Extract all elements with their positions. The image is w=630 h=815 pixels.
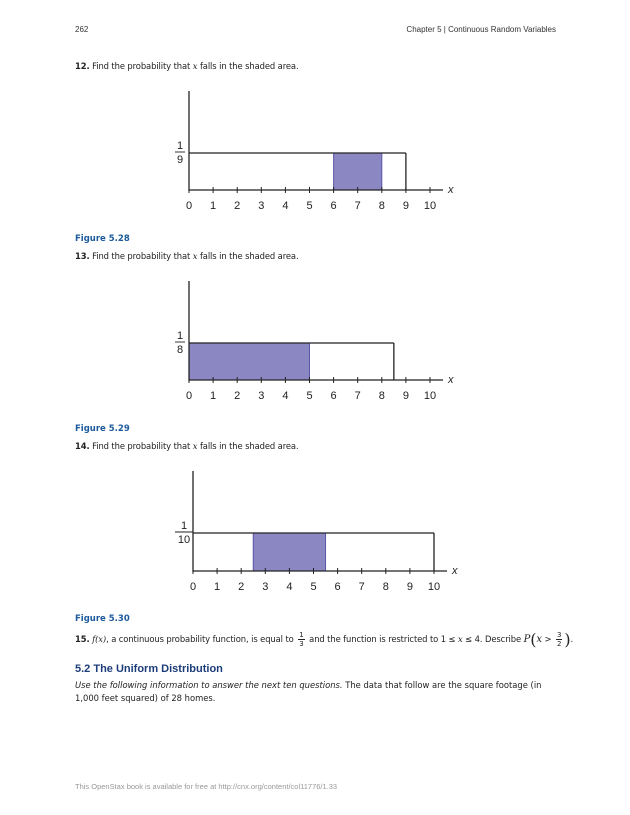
question-text: and the function is restricted to 1 ≤	[306, 634, 458, 644]
x-tick-label: 7	[354, 390, 361, 402]
x-tick-label: 7	[354, 200, 361, 212]
variable: x	[192, 441, 198, 451]
question-number: 13.	[75, 251, 90, 261]
x-tick-label: 5	[310, 581, 317, 593]
paren-open: (	[530, 630, 537, 649]
figure-caption: Figure 5.28	[75, 234, 130, 244]
question-text: , a continuous probability function, is equal to	[106, 634, 297, 644]
x-tick-label: 8	[378, 200, 385, 212]
x-axis-label: x	[448, 184, 454, 196]
x-tick-label: 5	[306, 390, 313, 402]
period: .	[570, 634, 574, 644]
figure-caption: Figure 5.30	[75, 614, 130, 624]
fraction-denominator: 2	[556, 640, 562, 648]
x-axis-label: x	[448, 374, 454, 386]
x-tick-label: 0	[185, 200, 193, 212]
x-tick-label: 1	[210, 200, 217, 212]
x-tick-label: 3	[258, 390, 265, 402]
y-label-denominator: 9	[176, 154, 184, 166]
x-tick-label: 1	[214, 581, 221, 593]
question-text: Find the probability that	[89, 61, 193, 71]
x-tick-label: 8	[378, 390, 385, 402]
x-axis-label: x	[452, 565, 458, 577]
paren-close: )	[564, 630, 571, 649]
x-tick-label: 2	[238, 581, 245, 593]
question-number: 12.	[75, 61, 90, 71]
shaded-region	[253, 533, 325, 571]
x-tick-label: 3	[258, 200, 265, 212]
fraction-numerator: 1	[299, 631, 304, 639]
x-tick-label: 4	[282, 200, 289, 212]
question-text: falls in the shaded area.	[197, 251, 299, 261]
x-tick-label: 2	[234, 200, 241, 212]
question-number: 15.	[75, 634, 90, 644]
function-name: f(x)	[92, 634, 107, 644]
x-tick-label: 5	[306, 200, 313, 212]
x-tick-label: 1	[210, 390, 217, 402]
x-tick-label: 7	[358, 581, 365, 593]
x-tick-label: 3	[262, 581, 269, 593]
x-tick-label: 6	[330, 200, 337, 212]
x-tick-label: 9	[402, 390, 409, 402]
y-label-numerator: 1	[176, 330, 184, 342]
variable: x	[192, 251, 198, 261]
footer-link[interactable]: This OpenStax book is available for free at http://cnx.org/content/col11776/1.33	[75, 782, 338, 791]
variable: x	[192, 61, 198, 71]
question-text: falls in the shaded area.	[197, 61, 299, 71]
chapter-header: Chapter 5 | Continuous Random Variables	[406, 25, 556, 34]
x-tick-label: 9	[406, 581, 413, 593]
x-tick-label: 4	[286, 581, 293, 593]
x-tick-label: 0	[185, 390, 193, 402]
x-tick-label: 10	[427, 581, 441, 593]
question-text: falls in the shaded area.	[197, 441, 299, 451]
question-number: 14.	[75, 441, 90, 451]
section-intro	[75, 679, 557, 705]
x-tick-label: 6	[334, 581, 341, 593]
section-heading: 5.2 The Uniform Distribution	[75, 663, 223, 675]
x-tick-label: 0	[189, 581, 197, 593]
x-tick-label: 10	[423, 200, 437, 212]
fraction-numerator: 3	[556, 631, 562, 639]
x-tick-label: 10	[423, 390, 437, 402]
x-tick-label: 4	[282, 390, 289, 402]
page-number: 262	[75, 25, 89, 34]
variable: x	[536, 634, 542, 645]
y-label-numerator: 1	[180, 520, 188, 532]
question-text: ≤ 4. Describe	[462, 634, 524, 644]
greater-than: >	[541, 634, 554, 644]
question-text: Find the probability that	[89, 441, 193, 451]
question-15	[75, 630, 573, 649]
intro-text: The data that follow are the square footage (in 1,000 feet squared) of 28 homes.	[75, 680, 542, 703]
fraction-three-halves	[556, 631, 562, 648]
y-label-denominator: 8	[176, 344, 184, 356]
intro-italic: Use the following information to answer the next ten questions.	[75, 680, 343, 690]
x-tick-label: 2	[234, 390, 241, 402]
question-text: Find the probability that	[89, 251, 193, 261]
x-tick-label: 9	[402, 200, 409, 212]
probability-symbol: P	[523, 634, 531, 645]
fraction-denominator: 3	[299, 640, 304, 648]
x-tick-label: 8	[382, 581, 389, 593]
figure-caption: Figure 5.29	[75, 424, 130, 434]
y-label-numerator: 1	[176, 140, 184, 152]
x-tick-label: 6	[330, 390, 337, 402]
fraction-one-third	[298, 631, 304, 648]
variable: x	[458, 634, 463, 644]
y-label-denominator: 10	[177, 534, 191, 546]
